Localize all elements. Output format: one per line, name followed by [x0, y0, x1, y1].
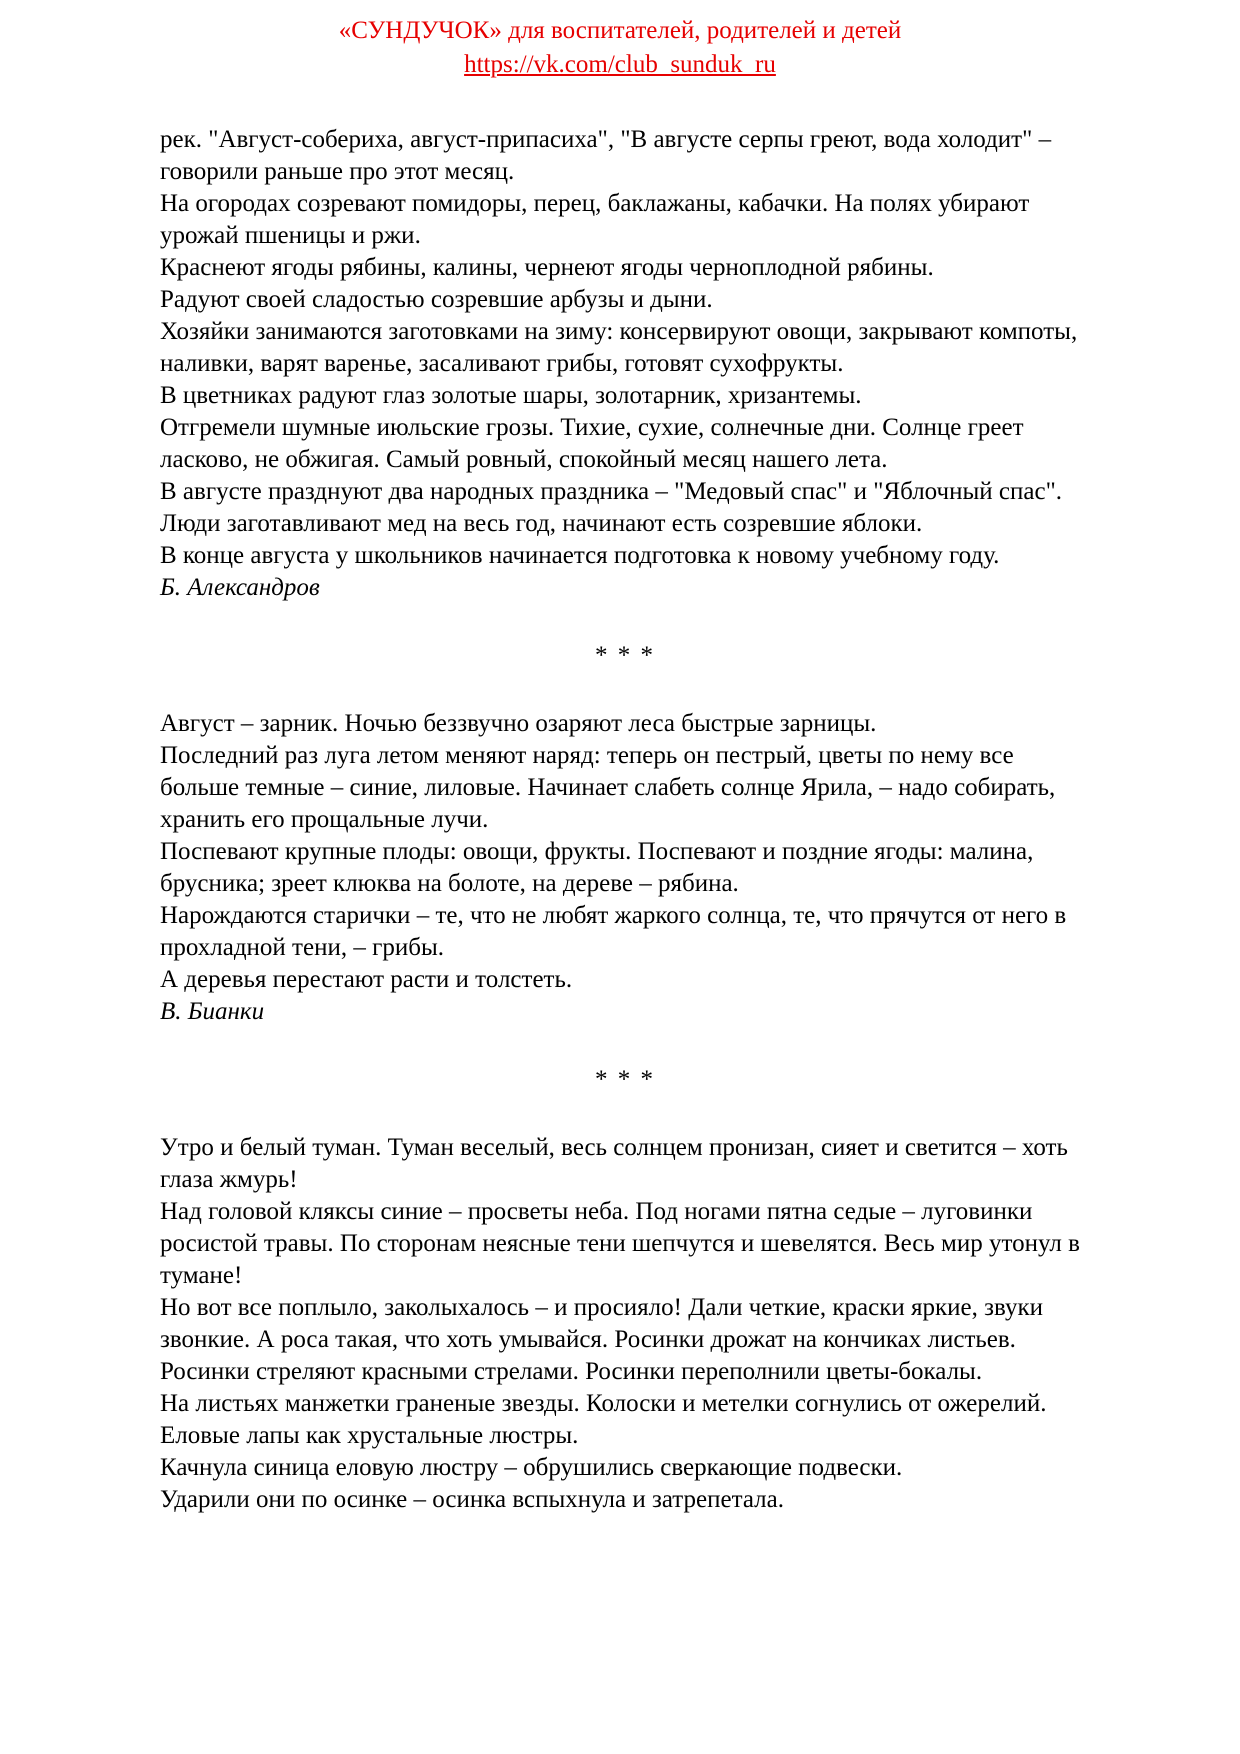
paragraph: Хозяйки занимаются заготовками на зиму: консервируют овощи, закрывают компоты, наливки, варят варенье, засаливают грибы, готовят сухофрукты.	[160, 318, 1078, 377]
paragraph: рек. "Август-собериха, август-припасиха", "В августе серпы греют, вода холодит" – говорили раньше про этот месяц.	[160, 126, 1052, 185]
section-2	[160, 708, 1090, 1028]
document-body	[0, 82, 1240, 1576]
paragraph: Утро и белый туман. Туман веселый, весь солнцем пронизан, сияет и светится – хоть глаза жмурь!	[160, 1134, 1068, 1193]
section-3	[160, 1132, 1090, 1516]
paragraph: А деревья перестают расти и толстеть.	[160, 966, 573, 993]
paragraph: Качнула синица еловую люстру – обрушились сверкающие подвески.	[160, 1454, 903, 1481]
paragraph: Радуют своей сладостью созревшие арбузы и дыни.	[160, 286, 713, 313]
header-title: «СУНДУЧОК» для воспитателей, родителей и детей	[338, 17, 902, 44]
paragraph: На листьях манжетки граненые звезды. Колоски и метелки согнулись от ожерелий. Еловые лапы как хрустальные люстры.	[160, 1390, 1047, 1449]
paragraph: Последний раз луга летом меняют наряд: теперь он пестрый, цветы по нему все больше темные – синие, лиловые. Начинает слабеть солнце Ярила, – надо собирать, хранить его прощальные лучи.	[160, 742, 1056, 833]
paragraph: Ударили они по осинке – осинка вспыхнула и затрепетала.	[160, 1486, 784, 1513]
paragraph: Поспевают крупные плоды: овощи, фрукты. Поспевают и поздние ягоды: малина, брусника; зреет клюква на болоте, на дереве – рябина.	[160, 838, 1034, 897]
paragraph: На огородах созревают помидоры, перец, баклажаны, кабачки. На полях убирают урожай пшеницы и ржи.	[160, 190, 1030, 249]
paragraph: Краснеют ягоды рябины, калины, чернеют ягоды черноплодной рябины.	[160, 254, 934, 281]
paragraph: Август – зарник. Ночью беззвучно озаряют леса быстрые зарницы.	[160, 710, 877, 737]
paragraph: Нарождаются старички – те, что не любят жаркого солнца, те, что прячутся от него в прохладной тени, – грибы.	[160, 902, 1067, 961]
paragraph: В конце августа у школьников начинается подготовка к новому учебному году.	[160, 542, 1000, 569]
paragraph: Над головой кляксы синие – просветы неба. Под ногами пятна седые – луговинки росистой травы. По сторонам неясные тени шепчутся и шевелятся. Весь мир утонул в тумане!	[160, 1198, 1080, 1289]
paragraph: Но вот все поплыло, заколыхалось – и просияло! Дали четкие, краски яркие, звуки звонкие. А роса такая, что хоть умывайся. Росинки дрожат на кончиках листьев. Росинки стреляют красными стрелами. Росинки переполнили цветы-бокалы.	[160, 1294, 1043, 1385]
header-link[interactable]: https://vk.com/club_sunduk_ru	[464, 51, 776, 78]
paragraph: В августе празднуют два народных праздника – "Медовый спас" и "Яблочный спас". Люди заготавливают мед на весь год, начинают есть созревшие яблоки.	[160, 478, 1063, 537]
author-attribution: Б. Александров	[160, 574, 320, 601]
section-separator: * * *	[595, 1066, 655, 1093]
document-header	[0, 0, 1240, 82]
section-separator: * * *	[595, 642, 655, 669]
paragraph: Отгремели шумные июльские грозы. Тихие, сухие, солнечные дни. Солнце греет ласково, не обжигая. Самый ровный, спокойный месяц нашего лета.	[160, 414, 1024, 473]
section-1	[160, 124, 1090, 604]
author-attribution: В. Бианки	[160, 998, 265, 1025]
paragraph: В цветниках радуют глаз золотые шары, золотарник, хризантемы.	[160, 382, 862, 409]
